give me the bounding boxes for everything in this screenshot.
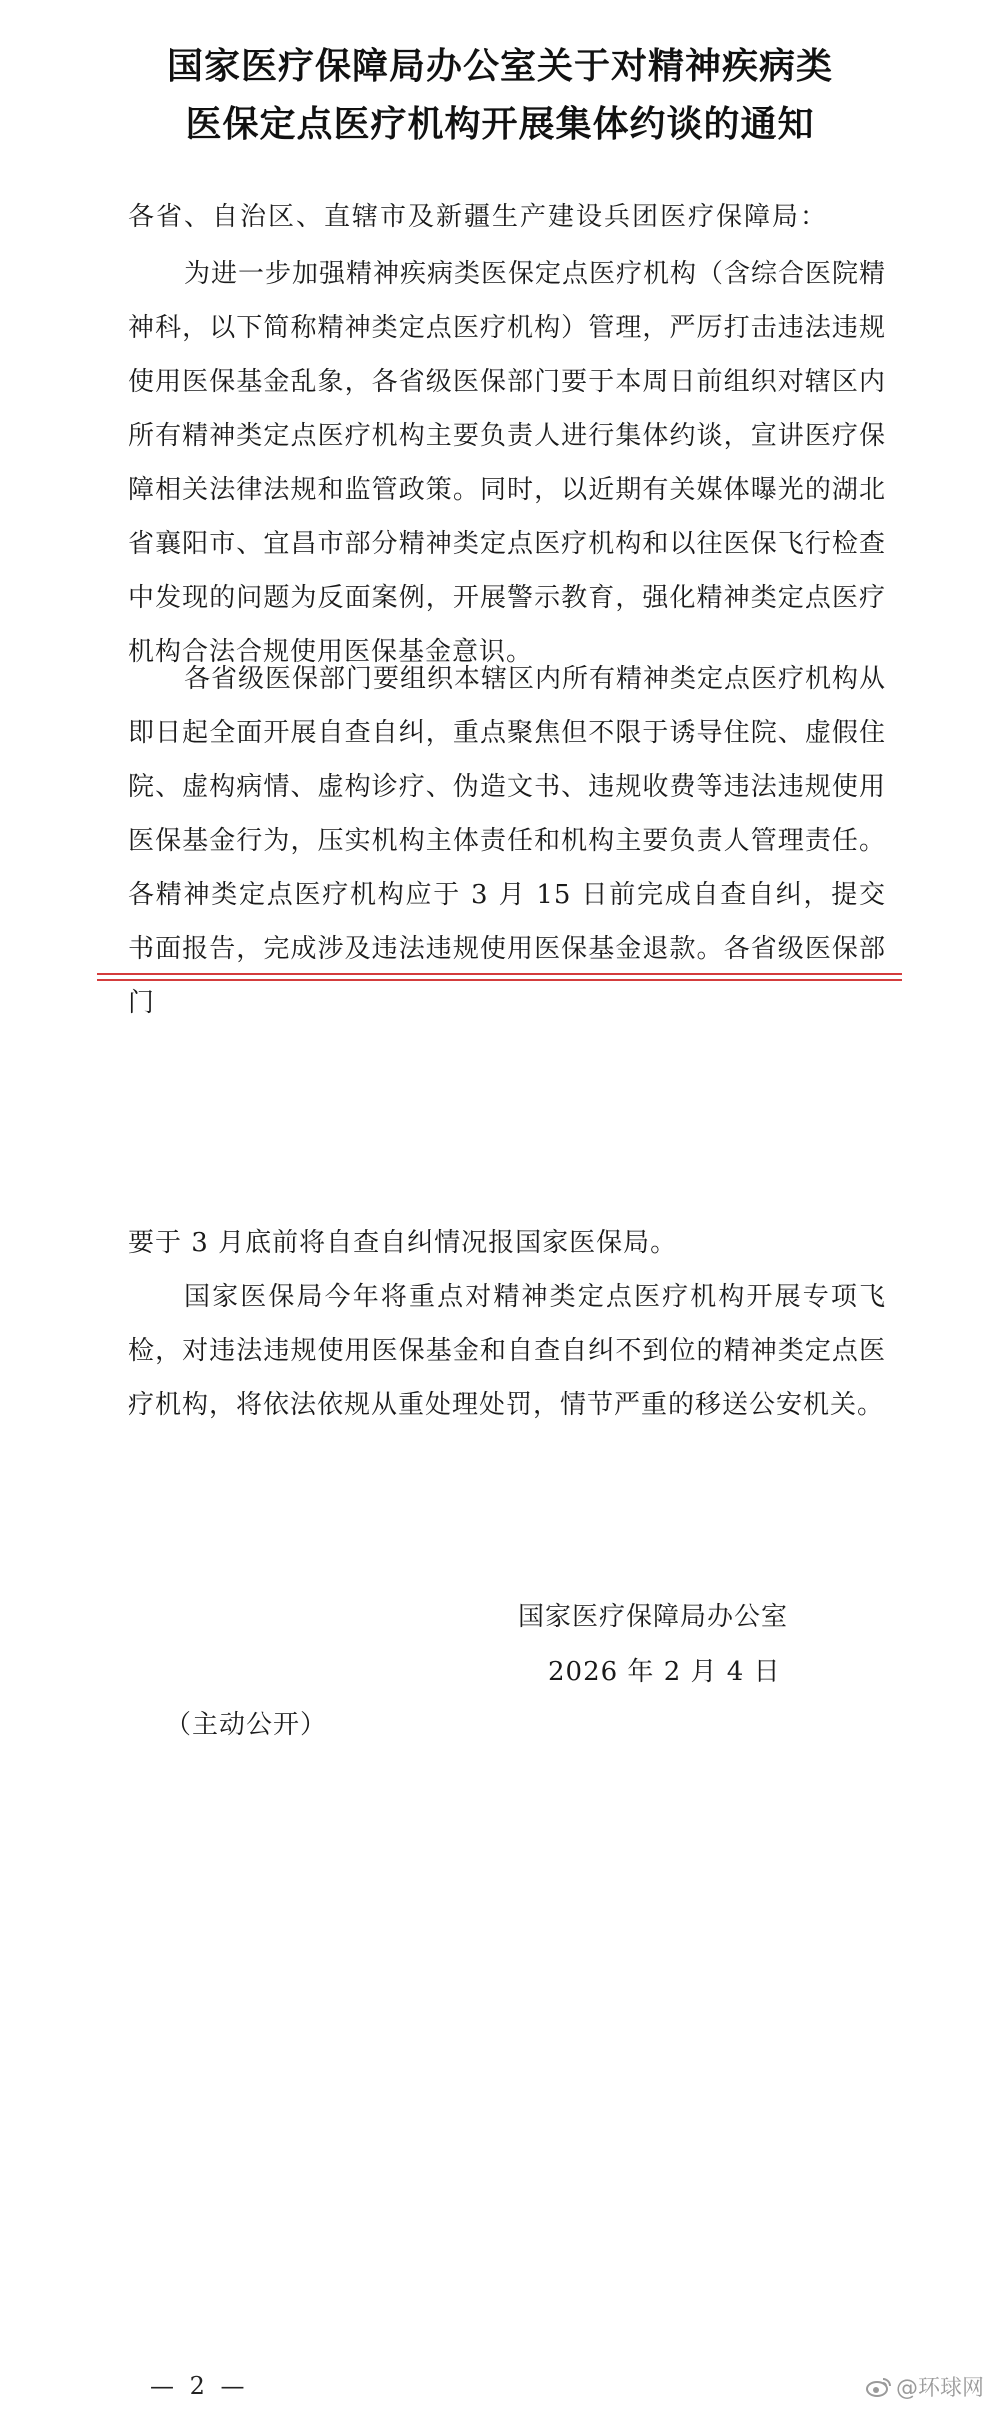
disclosure-note: （主动公开） — [165, 1710, 328, 1740]
signature-date: 2026 年 2 月 4 日 — [548, 1657, 781, 1687]
watermark-text: @环球网 — [896, 2376, 985, 2401]
document-title-line1: 国家医疗保障局办公室关于对精神疾病类 — [166, 46, 833, 87]
watermark — [866, 2371, 984, 2402]
page-number: — 2 — — [150, 2372, 249, 2400]
salutation: 各省、自治区、直辖市及新疆生产建设兵团医疗保障局： — [128, 202, 829, 232]
body-paragraph-2: 各省级医保部门要组织本辖区内所有精神类定点医疗机构从即日起全面开展自查自纠，重点聚焦但不限于诱导住院、虚假住院、虚构病情、虚构诊疗、伪造文书、违规收费等违法违规使用医保基金行为，压实机构主体责任和机构主要负责人管理责任。各精神类定点医疗机构应于 3 月 15 日前完成自查自纠，提交书面报告，完成涉及违法违规使用医保基金退款。各省级医保部门 — [128, 664, 887, 1018]
page-break-divider — [97, 973, 902, 981]
body-paragraph-4: 国家医保局今年将重点对精神类定点医疗机构开展专项飞检，对违法违规使用医保基金和自查自纠不到位的精神类定点医疗机构，将依法依规从重处理处罚，情节严重的移送公安机关。 — [128, 1282, 886, 1420]
weibo-icon — [866, 2376, 892, 2398]
body-paragraph-3: 要于 3 月底前将自查自纠情况报国家医保局。 — [128, 1228, 678, 1258]
body-paragraph-1: 为进一步加强精神疾病类医保定点医疗机构（含综合医院精神科，以下简称精神类定点医疗机构）管理，严厉打击违法违规使用医保基金乱象，各省级医保部门要于本周日前组织对辖区内所有精神类定点医疗机构主要负责人进行集体约谈，宣讲医疗保障相关法律法规和监管政策。同时，以近期有关媒体曝光的湖北省襄阳市、宜昌市部分精神类定点医疗机构和以往医保飞行检查中发现的问题为反面案例，开展警示教育，强化精神类定点医疗机构合法合规使用医保基金意识。 — [128, 259, 887, 667]
signature-office: 国家医疗保障局办公室 — [518, 1602, 789, 1632]
document-title-line2: 医保定点医疗机构开展集体约谈的通知 — [185, 104, 815, 145]
